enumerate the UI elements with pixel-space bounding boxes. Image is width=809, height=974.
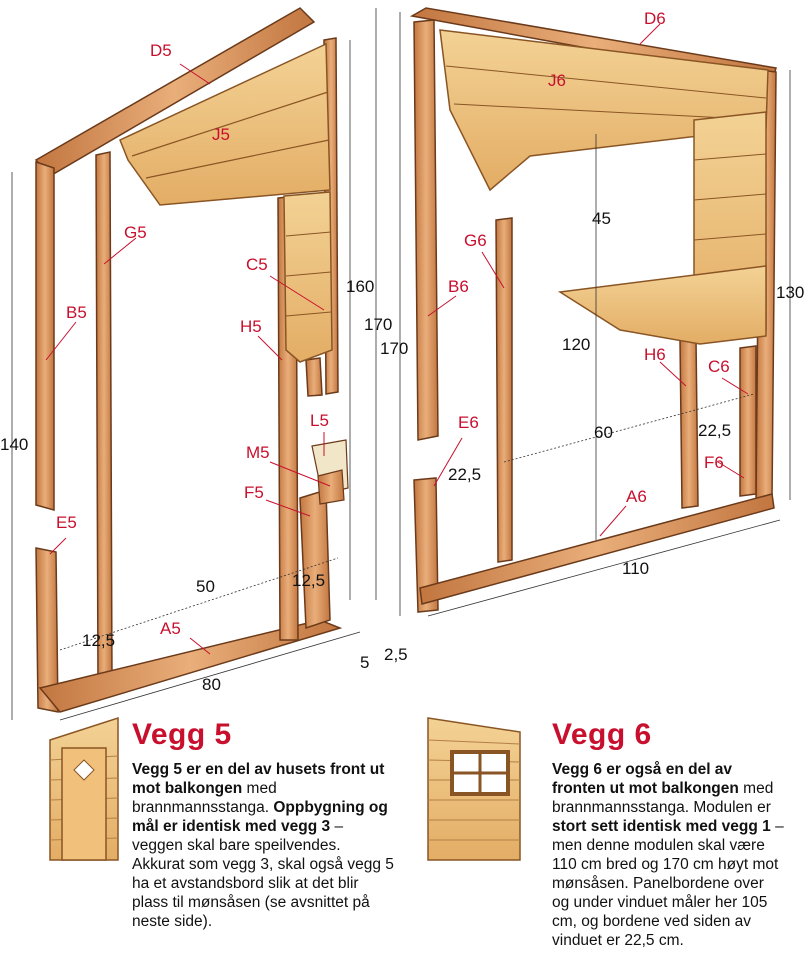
- label-d5: D5: [150, 41, 172, 60]
- dim-45: 45: [592, 209, 611, 228]
- label-l5: L5: [310, 411, 329, 430]
- label-m5: M5: [246, 443, 270, 462]
- label-g6: G6: [464, 231, 487, 250]
- label-b5: B5: [66, 303, 87, 322]
- dim-160: 160: [346, 277, 375, 296]
- dim-120: 120: [562, 335, 591, 354]
- post-f5: [300, 490, 330, 628]
- caption-vegg6: Vegg 6 er også en del av fronten ut mot balkongen med brannmannsstanga. Modulen er stort sett identisk med vegg 1 – men denne modulen skal være 110 cm bred og 170 cm høyt mot mønsåsen. Panelbordene over og under vinduet måler her 105 cm, og bordene ved siden av vinduet er 22,5 cm.: [552, 761, 784, 949]
- wall-5-frame: [36, 8, 348, 712]
- dim-170-w5: 170: [364, 315, 393, 334]
- thumbnail-vegg6: [428, 718, 520, 860]
- dim-80: 80: [202, 675, 221, 694]
- thumbnail-vegg5: [50, 718, 118, 860]
- label-a5: A5: [160, 619, 181, 638]
- label-c5: C5: [246, 255, 268, 274]
- label-g5: G5: [124, 223, 147, 242]
- stud-g5: [96, 152, 112, 682]
- stud-g6: [496, 218, 512, 562]
- dim-110: 110: [622, 559, 650, 578]
- panel-c5: [284, 192, 332, 362]
- dim-2-5: 2,5: [384, 645, 408, 664]
- label-a6: A6: [626, 487, 647, 506]
- dim-170-w6: 170: [380, 339, 409, 358]
- post-b5: [36, 162, 54, 510]
- dim-140: 140: [0, 435, 29, 454]
- label-f6: F6: [704, 453, 724, 472]
- label-f5: F5: [244, 483, 264, 502]
- dim-12-5-left: 12,5: [82, 631, 116, 650]
- wall-6-frame: [412, 8, 776, 612]
- dim-50: 50: [196, 577, 215, 596]
- label-e5: E5: [56, 513, 77, 532]
- label-b6: B6: [448, 277, 469, 296]
- title-vegg6: Vegg 6: [552, 718, 652, 751]
- dim-5: 5: [360, 653, 370, 672]
- label-j6: J6: [548, 71, 566, 90]
- plate-a6: [420, 494, 774, 604]
- label-c6: C6: [708, 357, 730, 376]
- label-j5: J5: [212, 125, 230, 144]
- dim-12-5-right: 12,5: [292, 571, 326, 590]
- part-m5: [318, 470, 344, 504]
- title-vegg5: Vegg 5: [132, 718, 232, 751]
- dim-60: 60: [594, 423, 613, 442]
- label-d6: D6: [644, 9, 666, 28]
- label-h5: H5: [240, 317, 262, 336]
- label-h6: H6: [644, 345, 666, 364]
- caption-vegg5-intro: Vegg 5 er en del av husets front ut mot balkongen: [132, 761, 385, 797]
- caption-vegg5: Vegg 5 er en del av husets front ut mot balkongen med brannmannsstanga. Oppbygning og mål er identisk med vegg 3 – veggen skal bare speilvendes. Akkurat som vegg 3, skal også vegg 5 ha et avstandsbord slik at det blir plass til mønsåsen (se avsnittet på neste side).: [132, 761, 394, 930]
- dim-22-5-left: 22,5: [448, 465, 482, 484]
- dim-22-5-right: 22,5: [698, 421, 732, 440]
- caption-vegg6-intro: Vegg 6 er også en del av fronten ut mot balkongen: [552, 761, 739, 797]
- post-b6: [414, 20, 438, 440]
- dim-130: 130: [776, 283, 805, 302]
- stud-h6: [680, 338, 698, 508]
- label-e6: E6: [458, 413, 479, 432]
- post-f6: [740, 346, 756, 496]
